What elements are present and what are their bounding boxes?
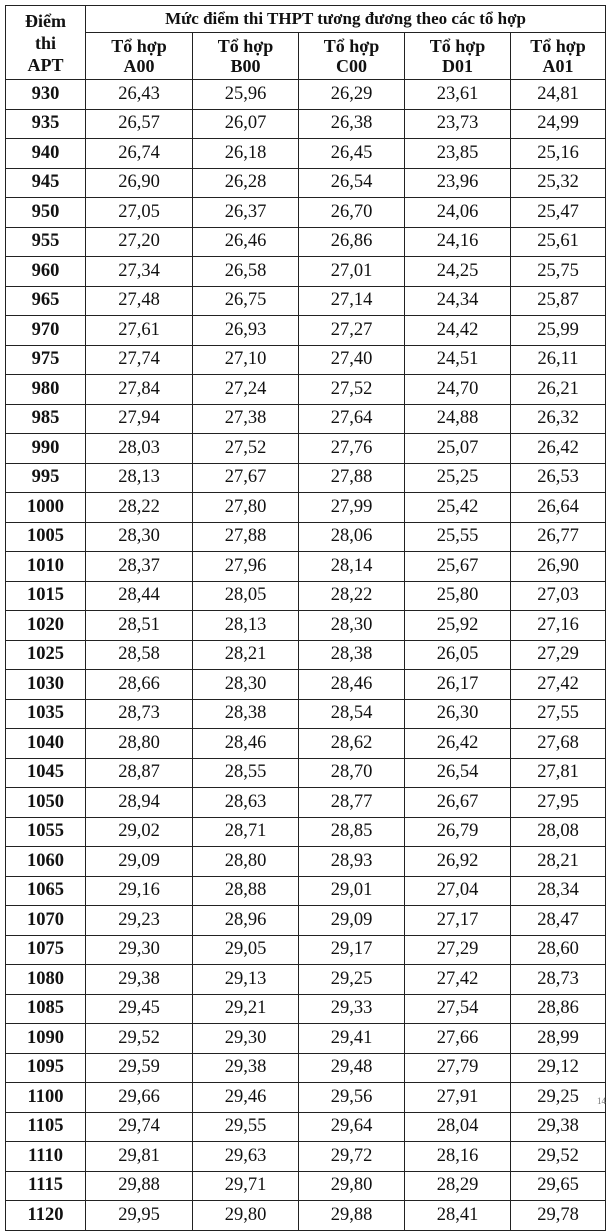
table-row: [6, 906, 606, 936]
score-cell-d01: 24,34: [405, 286, 511, 316]
score-cell-c00: 26,29: [299, 80, 405, 110]
table-row: [6, 876, 606, 906]
score-cell-c00: 29,01: [299, 876, 405, 906]
score-cell-a00: 28,66: [86, 670, 193, 700]
table-row: [6, 758, 606, 788]
apt-header-line3: APT: [27, 54, 64, 75]
score-cell-d01: 27,29: [405, 935, 511, 965]
score-cell-d01: 25,92: [405, 611, 511, 641]
score-cell-a00: 26,74: [86, 139, 193, 169]
score-cell-c00: 29,25: [299, 965, 405, 995]
score-cell-a00: 29,09: [86, 847, 193, 877]
score-cell-a01: 29,78: [511, 1201, 606, 1231]
table-row: [6, 257, 606, 287]
score-cell-a01: 28,73: [511, 965, 606, 995]
score-cell-b00: 29,05: [193, 935, 299, 965]
score-cell-c00: 27,40: [299, 345, 405, 375]
score-cell-a00: 29,66: [86, 1083, 193, 1113]
table-row: [6, 552, 606, 582]
score-cell-a01: 27,95: [511, 788, 606, 818]
table-row: [6, 286, 606, 316]
combo-header-prefix: Tổ hợp: [530, 36, 586, 56]
apt-score-cell: 1065: [6, 876, 86, 906]
score-cell-b00: 26,37: [193, 198, 299, 228]
table-row: [6, 1201, 606, 1231]
apt-score-cell: 1070: [6, 906, 86, 936]
score-cell-b00: 27,10: [193, 345, 299, 375]
table-row: [6, 375, 606, 405]
score-cell-d01: 28,29: [405, 1171, 511, 1201]
apt-score-cell: 930: [6, 80, 86, 110]
apt-score-cell: 1010: [6, 552, 86, 582]
score-cell-d01: 24,06: [405, 198, 511, 228]
score-cell-a00: 29,74: [86, 1112, 193, 1142]
apt-score-cell: 1120: [6, 1201, 86, 1231]
table-row: [6, 1142, 606, 1172]
apt-score-cell: 960: [6, 257, 86, 287]
apt-score-cell: 1100: [6, 1083, 86, 1113]
apt-header-line1: Điểm: [25, 10, 66, 31]
score-cell-d01: 24,88: [405, 404, 511, 434]
score-cell-a01: 24,81: [511, 80, 606, 110]
score-cell-a01: 25,16: [511, 139, 606, 169]
score-cell-c00: 28,54: [299, 699, 405, 729]
table-row: [6, 434, 606, 464]
score-cell-a00: 29,59: [86, 1053, 193, 1083]
score-cell-c00: 28,22: [299, 581, 405, 611]
table-row: [6, 788, 606, 818]
table-row: [6, 463, 606, 493]
score-cell-a01: 29,52: [511, 1142, 606, 1172]
table-row: [6, 80, 606, 110]
score-conversion-table: [5, 5, 606, 1231]
score-cell-a00: 27,48: [86, 286, 193, 316]
score-cell-a00: 28,37: [86, 552, 193, 582]
score-cell-c00: 26,86: [299, 227, 405, 257]
score-cell-c00: 26,54: [299, 168, 405, 198]
score-cell-d01: 27,91: [405, 1083, 511, 1113]
apt-column-header: [6, 6, 86, 80]
score-cell-a01: 25,61: [511, 227, 606, 257]
table-row: [6, 640, 606, 670]
score-cell-a01: 26,32: [511, 404, 606, 434]
score-cell-c00: 26,38: [299, 109, 405, 139]
score-cell-a01: 25,75: [511, 257, 606, 287]
score-cell-c00: 29,72: [299, 1142, 405, 1172]
header-row-combos: [6, 33, 606, 80]
score-cell-d01: 25,07: [405, 434, 511, 464]
combo-header-prefix: Tổ hợp: [217, 36, 274, 56]
score-cell-d01: 25,42: [405, 493, 511, 523]
apt-score-cell: 1075: [6, 935, 86, 965]
score-cell-a01: 27,68: [511, 729, 606, 759]
apt-score-cell: 1045: [6, 758, 86, 788]
apt-score-cell: 940: [6, 139, 86, 169]
combo-header-code: A00: [123, 56, 155, 76]
score-cell-b00: 27,52: [193, 434, 299, 464]
table-row: [6, 168, 606, 198]
table-row: [6, 817, 606, 847]
score-cell-a00: 28,58: [86, 640, 193, 670]
apt-score-cell: 1035: [6, 699, 86, 729]
score-cell-a00: 29,16: [86, 876, 193, 906]
score-cell-a00: 28,30: [86, 522, 193, 552]
score-cell-a01: 26,77: [511, 522, 606, 552]
score-cell-b00: 29,46: [193, 1083, 299, 1113]
score-cell-a00: 29,02: [86, 817, 193, 847]
score-cell-a00: 27,74: [86, 345, 193, 375]
table-row: [6, 316, 606, 346]
score-cell-d01: 28,41: [405, 1201, 511, 1231]
score-cell-b00: 26,93: [193, 316, 299, 346]
score-cell-a01: 27,81: [511, 758, 606, 788]
score-cell-a00: 28,94: [86, 788, 193, 818]
score-cell-d01: 24,42: [405, 316, 511, 346]
score-cell-c00: 28,62: [299, 729, 405, 759]
score-cell-c00: 29,64: [299, 1112, 405, 1142]
table-row: [6, 1171, 606, 1201]
score-cell-b00: 28,96: [193, 906, 299, 936]
score-cell-a00: 29,95: [86, 1201, 193, 1231]
score-cell-a01: 28,60: [511, 935, 606, 965]
score-cell-a01: 25,87: [511, 286, 606, 316]
apt-score-cell: 975: [6, 345, 86, 375]
combo-header-prefix: Tổ hợp: [323, 36, 380, 56]
score-cell-d01: 27,17: [405, 906, 511, 936]
score-cell-c00: 28,70: [299, 758, 405, 788]
combo-header-c00: [299, 33, 405, 80]
score-cell-a01: 26,53: [511, 463, 606, 493]
combo-header-code: D01: [442, 56, 473, 76]
apt-score-cell: 965: [6, 286, 86, 316]
apt-score-cell: 955: [6, 227, 86, 257]
score-cell-b00: 29,55: [193, 1112, 299, 1142]
table-row: [6, 1053, 606, 1083]
table-row: [6, 1024, 606, 1054]
combo-header-a00: [86, 33, 193, 80]
combo-header-a01: [511, 33, 606, 80]
combination-group-header: Mức điểm thi THPT tương đương theo các tổ hợp: [86, 6, 606, 33]
table-body: [6, 80, 606, 1231]
score-cell-a00: 29,81: [86, 1142, 193, 1172]
score-cell-b00: 26,28: [193, 168, 299, 198]
score-cell-b00: 29,13: [193, 965, 299, 995]
score-cell-a01: 28,08: [511, 817, 606, 847]
score-cell-b00: 28,55: [193, 758, 299, 788]
score-cell-a01: 26,64: [511, 493, 606, 523]
score-cell-c00: 26,45: [299, 139, 405, 169]
table-row: [6, 847, 606, 877]
table-row: [6, 227, 606, 257]
apt-score-cell: 970: [6, 316, 86, 346]
score-cell-d01: 24,70: [405, 375, 511, 405]
score-cell-a00: 28,87: [86, 758, 193, 788]
score-cell-c00: 26,70: [299, 198, 405, 228]
table-row: [6, 729, 606, 759]
score-cell-c00: 29,80: [299, 1171, 405, 1201]
score-table-container: [5, 5, 605, 1231]
apt-score-cell: 1025: [6, 640, 86, 670]
score-cell-c00: 28,93: [299, 847, 405, 877]
score-cell-a00: 26,43: [86, 80, 193, 110]
table-row: [6, 404, 606, 434]
score-cell-b00: 28,88: [193, 876, 299, 906]
table-row: [6, 493, 606, 523]
table-row: [6, 965, 606, 995]
apt-score-cell: 1020: [6, 611, 86, 641]
score-cell-a01: 27,16: [511, 611, 606, 641]
score-cell-a01: 28,47: [511, 906, 606, 936]
score-cell-c00: 28,85: [299, 817, 405, 847]
score-cell-a01: 29,25: [511, 1083, 606, 1113]
table-row: [6, 1112, 606, 1142]
score-cell-a00: 29,45: [86, 994, 193, 1024]
score-cell-d01: 26,67: [405, 788, 511, 818]
score-cell-a00: 29,52: [86, 1024, 193, 1054]
score-cell-d01: 26,92: [405, 847, 511, 877]
score-cell-c00: 28,30: [299, 611, 405, 641]
score-cell-d01: 27,66: [405, 1024, 511, 1054]
score-cell-b00: 29,21: [193, 994, 299, 1024]
score-cell-d01: 26,54: [405, 758, 511, 788]
score-cell-a01: 27,03: [511, 581, 606, 611]
score-cell-d01: 28,04: [405, 1112, 511, 1142]
score-cell-b00: 26,46: [193, 227, 299, 257]
score-cell-a01: 25,32: [511, 168, 606, 198]
score-cell-a00: 27,84: [86, 375, 193, 405]
score-cell-a01: 29,38: [511, 1112, 606, 1142]
score-cell-a00: 28,44: [86, 581, 193, 611]
apt-score-cell: 1080: [6, 965, 86, 995]
score-cell-a00: 29,38: [86, 965, 193, 995]
score-cell-b00: 25,96: [193, 80, 299, 110]
score-cell-a01: 28,34: [511, 876, 606, 906]
score-cell-c00: 29,09: [299, 906, 405, 936]
score-cell-a00: 27,94: [86, 404, 193, 434]
score-cell-d01: 26,30: [405, 699, 511, 729]
page-number: 14: [597, 1096, 606, 1106]
score-cell-d01: 23,85: [405, 139, 511, 169]
score-cell-d01: 23,73: [405, 109, 511, 139]
apt-score-cell: 1095: [6, 1053, 86, 1083]
score-cell-c00: 28,77: [299, 788, 405, 818]
combo-header-code: B00: [230, 56, 261, 76]
score-cell-a00: 29,23: [86, 906, 193, 936]
apt-score-cell: 1115: [6, 1171, 86, 1201]
table-row: [6, 139, 606, 169]
score-cell-c00: 29,88: [299, 1201, 405, 1231]
score-cell-b00: 28,30: [193, 670, 299, 700]
combo-header-code: C00: [336, 56, 367, 76]
score-cell-a01: 25,47: [511, 198, 606, 228]
score-cell-b00: 29,63: [193, 1142, 299, 1172]
score-cell-a00: 28,03: [86, 434, 193, 464]
score-cell-c00: 27,76: [299, 434, 405, 464]
score-cell-d01: 27,42: [405, 965, 511, 995]
apt-score-cell: 1105: [6, 1112, 86, 1142]
score-cell-b00: 27,67: [193, 463, 299, 493]
score-cell-b00: 28,80: [193, 847, 299, 877]
score-cell-d01: 26,05: [405, 640, 511, 670]
table-row: [6, 109, 606, 139]
score-cell-b00: 28,38: [193, 699, 299, 729]
table-row: [6, 994, 606, 1024]
apt-score-cell: 935: [6, 109, 86, 139]
score-cell-b00: 29,80: [193, 1201, 299, 1231]
score-cell-b00: 26,75: [193, 286, 299, 316]
score-cell-a01: 26,90: [511, 552, 606, 582]
combo-header-code: A01: [542, 56, 574, 76]
score-cell-b00: 28,46: [193, 729, 299, 759]
apt-score-cell: 1030: [6, 670, 86, 700]
score-cell-c00: 27,01: [299, 257, 405, 287]
table-row: [6, 581, 606, 611]
apt-score-cell: 1055: [6, 817, 86, 847]
score-cell-b00: 26,18: [193, 139, 299, 169]
score-cell-a00: 26,57: [86, 109, 193, 139]
score-cell-c00: 27,64: [299, 404, 405, 434]
combo-header-b00: [193, 33, 299, 80]
score-cell-d01: 24,16: [405, 227, 511, 257]
score-cell-a01: 26,11: [511, 345, 606, 375]
apt-score-cell: 990: [6, 434, 86, 464]
score-cell-a01: 28,86: [511, 994, 606, 1024]
score-cell-d01: 27,79: [405, 1053, 511, 1083]
combo-header-prefix: Tổ hợp: [111, 36, 167, 56]
score-cell-c00: 29,17: [299, 935, 405, 965]
combo-header-d01: [405, 33, 511, 80]
score-cell-c00: 27,99: [299, 493, 405, 523]
score-cell-b00: 27,24: [193, 375, 299, 405]
score-cell-b00: 29,38: [193, 1053, 299, 1083]
score-cell-a01: 24,99: [511, 109, 606, 139]
apt-score-cell: 1005: [6, 522, 86, 552]
score-cell-c00: 28,14: [299, 552, 405, 582]
score-cell-b00: 29,30: [193, 1024, 299, 1054]
apt-header-line2: thi: [34, 32, 56, 53]
apt-score-cell: 1015: [6, 581, 86, 611]
table-row: [6, 611, 606, 641]
score-cell-c00: 28,06: [299, 522, 405, 552]
score-cell-d01: 23,96: [405, 168, 511, 198]
table-row: [6, 670, 606, 700]
score-cell-a00: 27,34: [86, 257, 193, 287]
score-cell-d01: 27,04: [405, 876, 511, 906]
score-cell-b00: 28,21: [193, 640, 299, 670]
table-row: [6, 522, 606, 552]
score-cell-a01: 26,42: [511, 434, 606, 464]
score-cell-b00: 27,96: [193, 552, 299, 582]
apt-score-cell: 1110: [6, 1142, 86, 1172]
apt-score-cell: 1085: [6, 994, 86, 1024]
table-row: [6, 699, 606, 729]
score-cell-c00: 28,38: [299, 640, 405, 670]
score-cell-a01: 28,21: [511, 847, 606, 877]
score-cell-a00: 28,51: [86, 611, 193, 641]
score-cell-c00: 27,88: [299, 463, 405, 493]
score-cell-c00: 27,27: [299, 316, 405, 346]
score-cell-a00: 27,05: [86, 198, 193, 228]
score-cell-c00: 28,46: [299, 670, 405, 700]
table-header: [6, 6, 606, 80]
score-cell-a00: 29,30: [86, 935, 193, 965]
score-cell-c00: 29,56: [299, 1083, 405, 1113]
score-cell-d01: 26,42: [405, 729, 511, 759]
score-cell-a00: 27,61: [86, 316, 193, 346]
score-cell-a01: 29,65: [511, 1171, 606, 1201]
score-cell-d01: 25,80: [405, 581, 511, 611]
score-cell-a00: 28,73: [86, 699, 193, 729]
score-cell-d01: 27,54: [405, 994, 511, 1024]
score-cell-a01: 27,55: [511, 699, 606, 729]
score-cell-a00: 27,20: [86, 227, 193, 257]
score-cell-d01: 24,25: [405, 257, 511, 287]
apt-score-cell: 1040: [6, 729, 86, 759]
table-row: [6, 345, 606, 375]
apt-score-cell: 1050: [6, 788, 86, 818]
apt-score-cell: 995: [6, 463, 86, 493]
score-cell-a01: 25,99: [511, 316, 606, 346]
score-cell-a01: 27,42: [511, 670, 606, 700]
score-cell-a01: 27,29: [511, 640, 606, 670]
apt-score-cell: 1090: [6, 1024, 86, 1054]
score-cell-b00: 26,58: [193, 257, 299, 287]
score-cell-b00: 27,38: [193, 404, 299, 434]
score-cell-b00: 27,80: [193, 493, 299, 523]
score-cell-b00: 28,05: [193, 581, 299, 611]
apt-score-cell: 1060: [6, 847, 86, 877]
table-row: [6, 935, 606, 965]
score-cell-b00: 28,71: [193, 817, 299, 847]
score-cell-a01: 29,12: [511, 1053, 606, 1083]
score-cell-a01: 28,99: [511, 1024, 606, 1054]
score-cell-d01: 26,79: [405, 817, 511, 847]
score-cell-b00: 28,13: [193, 611, 299, 641]
score-cell-d01: 26,17: [405, 670, 511, 700]
score-cell-d01: 25,67: [405, 552, 511, 582]
apt-score-cell: 1000: [6, 493, 86, 523]
score-cell-a00: 28,13: [86, 463, 193, 493]
score-cell-c00: 27,14: [299, 286, 405, 316]
apt-score-cell: 985: [6, 404, 86, 434]
score-cell-a00: 29,88: [86, 1171, 193, 1201]
apt-score-cell: 980: [6, 375, 86, 405]
score-cell-c00: 29,41: [299, 1024, 405, 1054]
score-cell-d01: 25,55: [405, 522, 511, 552]
score-cell-b00: 26,07: [193, 109, 299, 139]
score-cell-b00: 27,88: [193, 522, 299, 552]
score-cell-a00: 26,90: [86, 168, 193, 198]
score-cell-c00: 27,52: [299, 375, 405, 405]
score-cell-c00: 29,48: [299, 1053, 405, 1083]
table-row: [6, 198, 606, 228]
score-cell-a00: 28,22: [86, 493, 193, 523]
score-cell-b00: 28,63: [193, 788, 299, 818]
apt-score-cell: 945: [6, 168, 86, 198]
combo-header-prefix: Tổ hợp: [429, 36, 486, 56]
header-row-group: [6, 6, 606, 33]
score-cell-d01: 25,25: [405, 463, 511, 493]
score-cell-d01: 24,51: [405, 345, 511, 375]
score-cell-a00: 28,80: [86, 729, 193, 759]
apt-score-cell: 950: [6, 198, 86, 228]
score-cell-d01: 23,61: [405, 80, 511, 110]
score-cell-c00: 29,33: [299, 994, 405, 1024]
score-cell-b00: 29,71: [193, 1171, 299, 1201]
score-cell-d01: 28,16: [405, 1142, 511, 1172]
score-cell-a01: 26,21: [511, 375, 606, 405]
